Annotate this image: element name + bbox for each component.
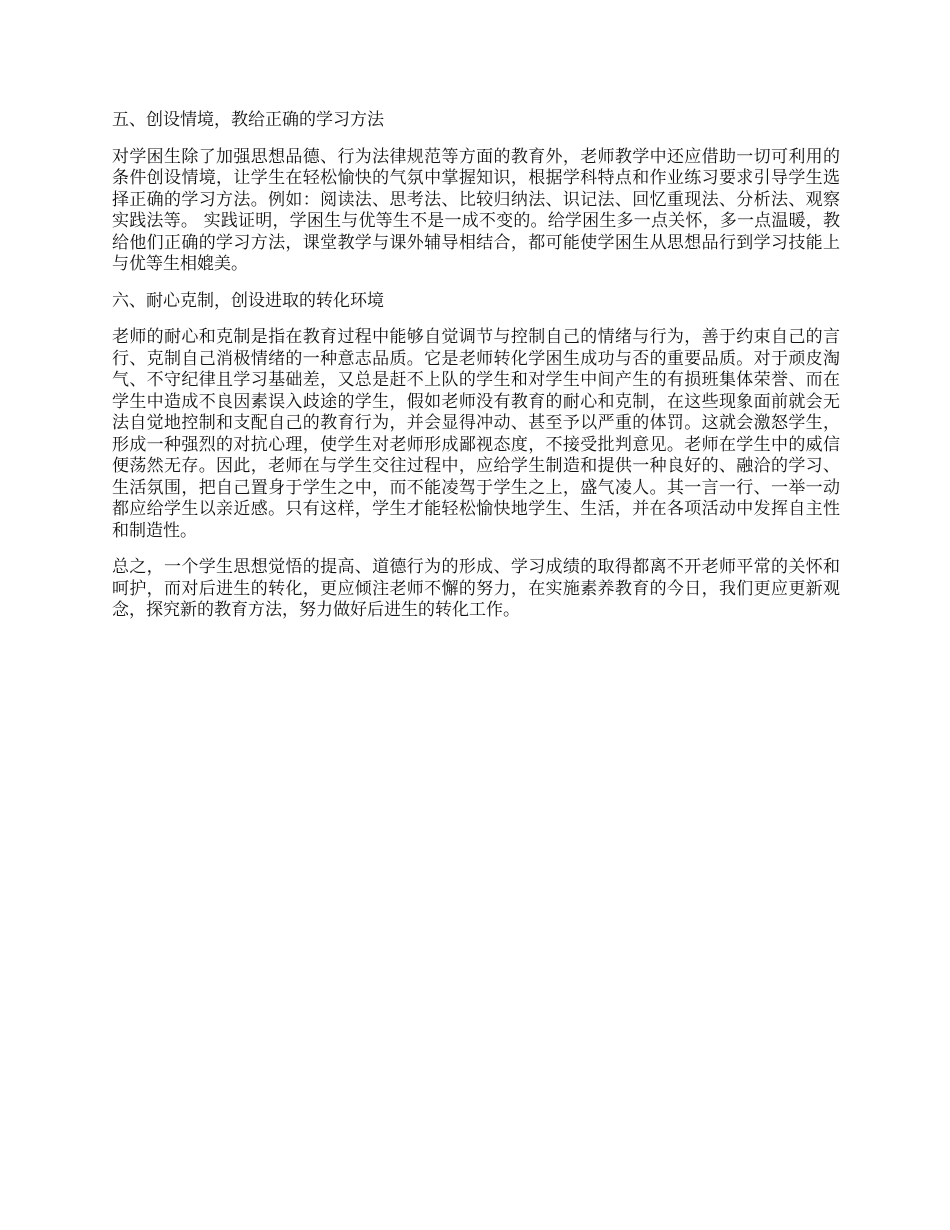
section-heading-5: 五、创设情境，教给正确的学习方法 — [112, 110, 384, 130]
section-paragraph-5: 对学困生除了加强思想品德、行为法律规范等方面的教育外，老师教学中还应借助一切可利用的条件创设情境，让学生在轻松愉快的气氛中掌握知识，根据学科特点和作业练习要求引导学生选择正确的学习方法。例如：阅读法、思考法、比较归纳法、识记法、回忆重现法、分析法、观察实践法等。 实践证明，学困生与优等生不是一成不变的。给学困生多一点关怀，多一点温暖，教给他们正确的学习方法，课堂教学与课外辅导相结合，都可能使学困生从思想品行到学习技能上与优等生相媲美。 — [112, 146, 840, 274]
section-paragraph-6: 老师的耐心和克制是指在教育过程中能够自觉调节与控制自己的情绪与行为，善于约束自己的言行、克制自己消极情绪的一种意志品质。它是老师转化学困生成功与否的重要品质。对于顽皮淘气、不守纪律且学习基础差，又总是赶不上队的学生和对学生中间产生的有损班集体荣誉、而在学生中造成不良因素误入歧途的学生，假如老师没有教育的耐心和克制，在这些现象面前就会无法自觉地控制和支配自己的教育行为，并会显得冲动、甚至予以严重的体罚。这就会激怒学生，形成一种强烈的对抗心理，使学生对老师形成鄙视态度，不接受批判意见。老师在学生中的威信便荡然无存。因此，老师在与学生交往过程中，应给学生制造和提供一种良好的、融洽的学习、生活氛围，把自己置身于学生之中，而不能凌驾于学生之上，盛气凌人。其一言一行、一举一动都应给学生以亲近感。只有这样，学生才能轻松愉快地学生、生活，并在各项活动中发挥自主性和制造性。 — [112, 327, 840, 541]
conclusion-paragraph: 总之，一个学生思想觉悟的提高、道德行为的形成、学习成绩的取得都离不开老师平常的关怀和呵护，而对后进生的转化，更应倾注老师不懈的努力，在实施素养教育的今日，我们更应更新观念，探究新的教育方法，努力做好后进生的转化工作。 — [112, 557, 840, 620]
document-body — [112, 110, 840, 637]
section-heading-6: 六、耐心克制，创设进取的转化环境 — [112, 290, 384, 311]
